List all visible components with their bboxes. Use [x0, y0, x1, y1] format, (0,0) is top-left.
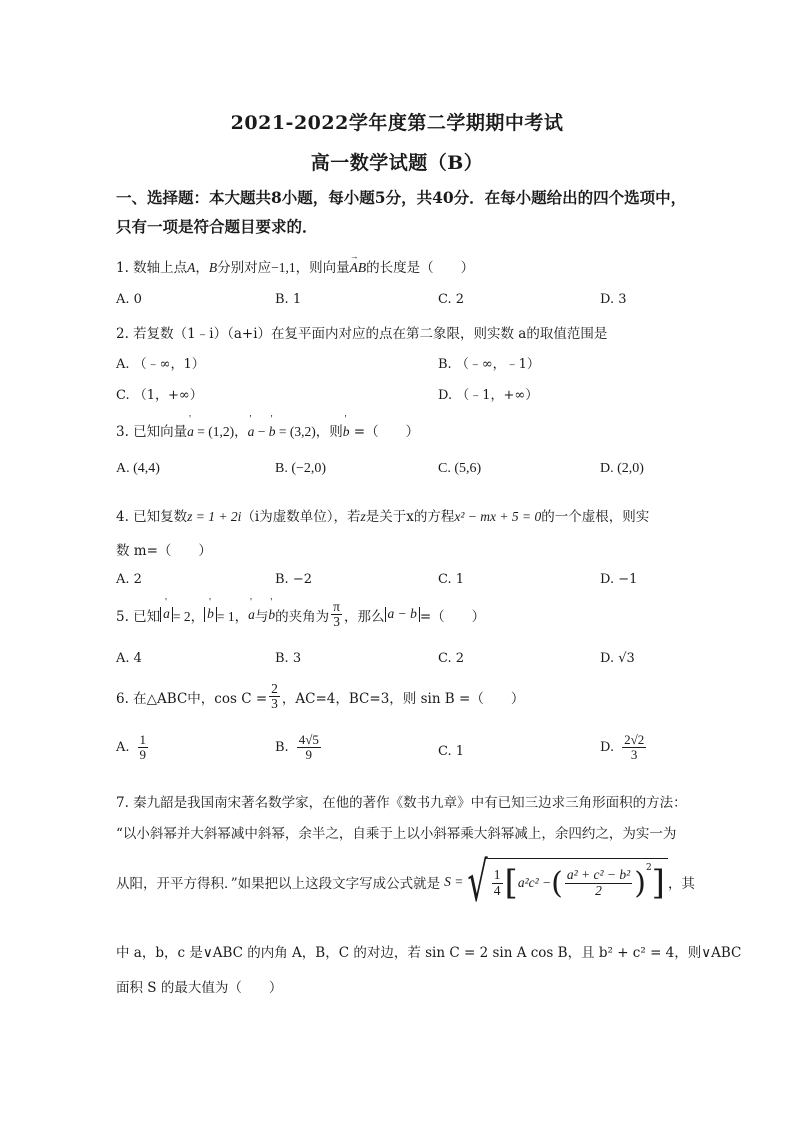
question-7-line4: 中 a，b，c 是∨ABC 的内角 A，B，C 的对边，若 sin C = 2 sin A cos B，且 b² + c² = 4，则∨ABC: [116, 945, 742, 961]
q3-minus: −: [254, 424, 269, 439]
q5-then: ，那么: [344, 608, 385, 625]
q4-pre: 4. 已知复数: [116, 509, 188, 525]
q3-option-c: C. (5,6): [438, 461, 482, 476]
q3-eq2: = (3,2)，则: [275, 424, 343, 439]
q6-opt-d-frac: [622, 733, 646, 761]
q4-option-d: D. −1: [600, 572, 638, 587]
q6-cos-num: 2: [271, 681, 278, 696]
question-4: [116, 505, 649, 525]
q5-post: =（ ）: [419, 608, 486, 625]
q1-point-b: B: [208, 260, 218, 275]
q5-angle: 的夹角为: [275, 608, 330, 625]
q7-radicand: [488, 858, 668, 905]
q3-vec-b2: ' b: [343, 424, 350, 440]
q6-option-c: C. 1: [438, 744, 465, 759]
q4-line2: 数 m=（ ）: [116, 543, 212, 559]
q1-pre: 1. 数轴上点: [116, 260, 188, 276]
q7-radical-sign: √: [467, 849, 488, 914]
q6-opt-a-num: 1: [139, 732, 147, 747]
q7-inner-den: 2: [595, 882, 602, 898]
q5-vec-a2: ' a: [248, 607, 255, 623]
q2-option-b: B. （﹣∞，﹣1）: [438, 357, 540, 372]
q5-vec-b2: ' b: [268, 607, 275, 623]
q1-option-a: A. 0: [116, 292, 142, 307]
q1-vector-ab: → AB: [350, 260, 367, 276]
q3-option-d: D. (2,0): [600, 461, 644, 476]
q7-quarter: [492, 868, 503, 897]
q5-three: 3: [333, 614, 340, 630]
question-7-line2: “以小斜幂并大斜幂减中斜幂，余半之，自乘于上以小斜幂乘大斜幂减上，余四约之，为实一为: [116, 826, 677, 842]
q3-eq1: = (1,2)，: [193, 424, 248, 439]
q7-bracket-right: ]: [651, 863, 665, 903]
q6-option-a: [116, 733, 150, 761]
q3-option-b: B. (−2,0): [275, 461, 327, 476]
q7-quarter-den: 4: [493, 882, 501, 898]
q1-point-a: A: [187, 260, 196, 275]
q5-pi: π: [333, 599, 340, 614]
q4-mid2: 是关于x的方程: [365, 509, 455, 525]
q7-a2c2: a²c² −: [517, 875, 552, 890]
q3-vec-b: ' b: [269, 424, 276, 440]
q7-line3-post: ，其: [667, 875, 695, 892]
question-5: [116, 600, 485, 629]
question-7-line3: [116, 849, 695, 914]
q5-norm-b: [204, 607, 217, 622]
q5-option-a: A. 4: [116, 651, 142, 666]
section-header-line2: 只有一项是符合题目要求的．: [116, 217, 318, 236]
q4-equation: x² − mx + 5 = 0: [454, 509, 542, 524]
q5-with: 与: [254, 608, 269, 625]
q7-formula-s: S =: [444, 873, 464, 889]
q5-norm-diff: a − b: [385, 607, 420, 622]
q2-option-d: D. （﹣1，+∞）: [438, 388, 539, 403]
q5-pre: 5. 已知: [116, 608, 161, 625]
q6-opt-d-label: D.: [600, 739, 615, 755]
q6-cos-frac: [269, 682, 280, 711]
q6-opt-b-den: 9: [305, 746, 312, 762]
q3-option-a: A. (4,4): [116, 461, 160, 476]
q3-vec-a: ' a: [187, 424, 194, 440]
q6-post: ，AC=4，BC=3，则 sin B =（ ）: [281, 690, 525, 707]
q2-option-a: A. （﹣∞，1）: [116, 357, 205, 372]
q6-cos-den: 3: [271, 696, 278, 712]
q7-paren-right: ): [634, 865, 646, 901]
q7-quarter-num: 1: [493, 867, 501, 883]
q6-opt-d-num: 2√2: [624, 732, 645, 747]
q4-z: z: [360, 509, 366, 524]
q2-option-c: C. （1，+∞）: [116, 388, 203, 403]
question-1: [116, 256, 474, 276]
question-2: 2. 若复数（1﹣i）（a+i）在复平面内对应的点在第二象限，则实数 a的取值范围是: [116, 326, 608, 342]
q3-vec-a2: ' a: [248, 424, 255, 440]
q7-bracket-left: [: [504, 863, 518, 903]
q5-eq2: = 1，: [216, 608, 249, 624]
q7-inner-frac: [565, 868, 632, 897]
q6-opt-b-num: 4√5: [298, 732, 319, 747]
q7-square: 2: [645, 863, 652, 873]
q5-option-b: B. 3: [275, 651, 302, 666]
q6-opt-a-frac: [138, 733, 149, 761]
q7-line3-text: 从阳，开平方得积．”如果把以上这段文字写成公式就是: [116, 875, 441, 892]
exam-title: 2021-2022学年度第二学期期中考试: [230, 112, 564, 134]
q6-option-d: [600, 733, 648, 761]
q5-pi-over-3: [331, 600, 342, 629]
q1-option-c: C. 2: [438, 292, 465, 307]
q6-option-b: [275, 733, 323, 761]
question-7-line1: 7. 秦九韶是我国南宋著名数学家，在他的著作《数书九章》中有已知三边求三角形面积的方法：: [116, 795, 687, 811]
exam-subtitle: 高一数学试题（B）: [310, 152, 484, 174]
q4-option-a: A. 2: [116, 572, 142, 587]
q1-mid2: ，则向量: [295, 260, 350, 276]
q1-sep: ，: [195, 260, 209, 276]
q4-z-def: z = 1 + 2i: [187, 509, 242, 524]
q4-option-c: C. 1: [438, 572, 465, 587]
q7-paren-left: (: [551, 865, 563, 901]
q5-norm-a: [160, 607, 173, 622]
q5-vec-a: ' a: [163, 607, 170, 622]
q5-vec-b: ' b: [207, 607, 214, 622]
question-6: [116, 682, 524, 711]
q6-opt-b-label: B.: [275, 739, 289, 755]
q6-opt-b-frac: [297, 733, 321, 761]
q6-opt-a-label: A.: [116, 739, 130, 755]
q1-option-b: B. 1: [275, 292, 302, 307]
q6-pre: 6. 在△ABC中，cos C =: [116, 690, 268, 707]
q5-option-c: C. 2: [438, 651, 465, 666]
q1-option-d: D. 3: [600, 292, 627, 307]
q5-option-d: D. √3: [600, 651, 635, 666]
q1-post: 的长度是（ ）: [366, 260, 475, 276]
q1-values: −1,1: [271, 260, 296, 275]
q1-mid: 分别对应: [217, 260, 272, 276]
q3-pre: 3. 已知向量: [116, 424, 188, 440]
q4-post: 的一个虚根，则实: [541, 509, 650, 525]
q5-eq1: = 2，: [172, 608, 205, 624]
q6-opt-a-den: 9: [139, 746, 147, 762]
question-7-line5: 面积 S 的最大值为（ ）: [116, 980, 283, 996]
q4-option-b: B. −2: [275, 572, 312, 587]
q3-post: =（ ）: [349, 424, 420, 440]
section-header-line1: 一、选择题：本大题共8小题，每小题5分，共40分．在每小题给出的四个选项中，: [116, 188, 687, 207]
q6-opt-d-den: 3: [630, 746, 638, 762]
q7-inner-num: a² + c² − b²: [566, 867, 631, 883]
q4-mid: （i为虚数单位），若: [241, 509, 361, 525]
question-3: [116, 420, 419, 440]
